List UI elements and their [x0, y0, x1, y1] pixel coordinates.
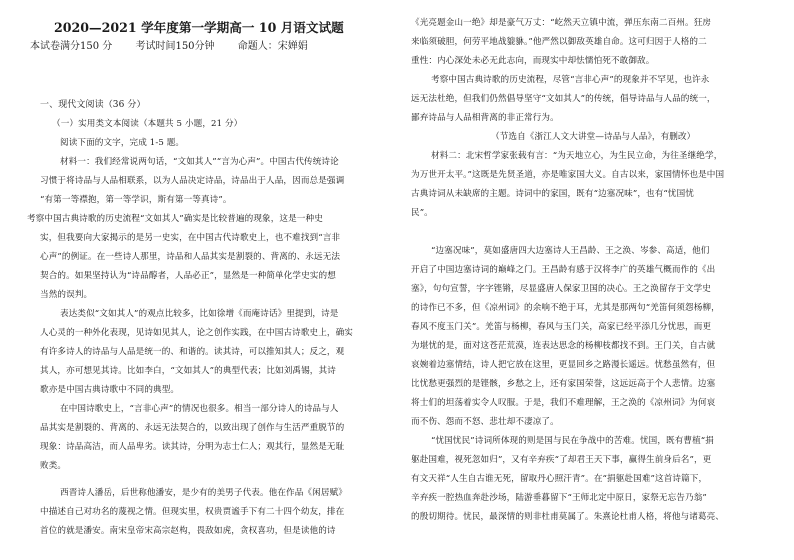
text-line: 为万世开太平。”这既是先贤圣道，亦是唯家国大义。自古以来，家国情怀也是中国 — [411, 170, 725, 180]
text-line: 将士们的坦荡着实令人叹服。于是，我们不难理解，王之涣的《凉州词》为何哀 — [411, 398, 716, 408]
text-line: 品其实是割裂的、背离的、永远无法契合的，以致出现了创作与生活严重脱节的 — [40, 423, 345, 433]
text-line: 材料二：北宋哲学家张载有言：“为天地立心，为生民立命，为往圣继绝学， — [431, 151, 723, 161]
text-line: 春风不度玉门关”。羌笛与杨柳，春风与玉门关，高家已经平添几分忧思，而更 — [411, 322, 712, 332]
text-line: 材料一：我们经常说两句话，“文如其人”“言为心声”。中国古代传统诗论 — [60, 157, 339, 167]
text-line: 塞》，句句宣誓，字字铿锵，尽显盛唐人保家卫国的决心。王之涣留存于文学史 — [411, 284, 711, 294]
text-line: 考察中国古典诗歌的历史流程“文如其人”确实是比较普遍的现象，这是一种史 — [27, 214, 323, 224]
exam-title: 2020—2021 学年度第一学期高一 10 月语文试题 — [54, 20, 344, 35]
text-line: 来临须破胆，何劳平地战貔貅。”他严然以御敌英雄自命。这可归因于人格的二 — [411, 37, 707, 47]
text-line: 的殷切期待。忧民，最深情的则非杜甫莫属了。朱熹论杜甫人格，将他与诸葛亮、 — [411, 512, 724, 522]
exam-meta — [30, 41, 328, 53]
text-line: 《光亮题金山一绝》却是豪气万丈：“屹然天立镇中流，弹压东南二百州。狂房 — [411, 18, 712, 28]
text-line: 首位的就是潘安。南宋皇帝宋高宗赵构，畏敌如虎，贪权喜功，但是读他的诗 — [40, 526, 336, 536]
text-line: 哀婉着边塞情结，诗人把它放在这里，更显回乡之路漫长遥远。忧愁虽然有，但 — [411, 360, 716, 370]
text-line: 契合的。如果坚持认为“诗品醇者，人品必正”，显然是一种简单化学史实的想 — [40, 271, 336, 281]
text-line: 而不伤、怨而不怒、悲壮却不凄凉了。 — [411, 417, 559, 427]
section-heading: 一、现代文阅读（36 分） — [40, 100, 146, 110]
text-line: 当然的误判。 — [40, 290, 93, 300]
text-line: 中描述自己对功名的蔑视之情。但现实里，权贵贾谧手下有二十四个幼友，排在 — [40, 507, 345, 517]
text-line: 躯赴国难，视死忽如归”，又有辛弃疾“了却君王天下事，赢得生前身后名”，更 — [411, 455, 712, 465]
text-line: 开启了中国边塞诗词的巅峰之门。王昌龄有感于汉将李广的英雄气概而作的《出 — [411, 265, 716, 275]
text-line: 现象：诗品高洁，而人品卑劣。读其诗，分明为志士仁人；观其行，显然是无耻 — [40, 442, 345, 452]
text-line: 有文天祥“人生自古谁无死，留取丹心照汗青”。在“捐躯赴国难”这首诗篇下， — [411, 474, 708, 484]
text-line: 败类。 — [40, 461, 67, 471]
text-line: “有第一等襟抱，第一等学识，斯有第一等真诗”。 — [40, 195, 232, 205]
text-line: 的诗作已不多，但《凉州词》的余响不绝于耳，尤其是那两句“羌笛何须怨杨柳， — [411, 303, 720, 313]
text-line: 表达类似“文如其人”的观点比较多，比如徐增《而庵诗话》里提到，诗是 — [60, 309, 339, 319]
text-line: “边塞况味”，莫如盛唐四大边塞诗人王昌龄、王之涣、岑参、高适，他们 — [431, 246, 710, 256]
text-line: 人心灵的一种外化表现，见诗如见其人，论之创作实践，在中国古诗歌史上，确实 — [40, 328, 353, 338]
subsection-heading: （一）实用类文本阅读（本题共 5 小题，21 分） — [52, 119, 243, 129]
text-line: 辛弃疾一腔热血奔赴沙场，陆游垂暮留下“王师北定中原日，家祭无忘告乃翁” — [411, 493, 707, 503]
text-line: 重性：内心深处未必无此志向，而现实中却怯懦怕死不敢御敌。 — [411, 56, 655, 66]
text-line: 考察中国古典诗歌的历史流程，尽管“言非心声”的现象并不罕见，也许永 — [431, 75, 710, 85]
text-line: 比忧愁更强烈的是铿骸，乡愁之上，还有家国荣誉，这远远高于个人悲情。边塞 — [411, 379, 716, 389]
instructions: 阅读下面的文字，完成 1-5 题。 — [60, 138, 185, 148]
text-line: 歌亦是中国古典诗歌中不同的典型。 — [40, 385, 180, 395]
text-line: 民”。 — [411, 208, 433, 218]
text-line: 鄙弃诗品与人品相背离的非正常行为。 — [411, 113, 559, 123]
text-line: 为堪忧的是，面对这苍茫荒漠，连表达思念的杨柳枝都找不到。王门关，自古就 — [411, 341, 716, 351]
source-citation: （节选自《浙江人文大讲堂—诗品与人品》，有删改） — [491, 132, 696, 142]
text-line: 在中国诗歌史上，“言非心声”的情况也很多。相当一部分诗人的诗品与人 — [60, 404, 339, 414]
text-line: 远无法杜绝，但我们仍然倡导坚守“文如其人”的传统，倡导诗品与人品的统一， — [411, 94, 716, 104]
text-line: 习惯于将诗品与人品相联系，以为人品决定诗品，诗品出于人品，因而总是强调 — [40, 176, 345, 186]
text-line: 有许多诗人的诗品与人品是统一的、和谐的。读其诗，可以推知其人；反之，观 — [40, 347, 345, 357]
exam-time: 考试时间150分钟 — [135, 41, 215, 52]
text-line: 实，但我要向大家揭示的是另一史实，在中国古代诗歌史上，也不难找到“言非 — [40, 233, 341, 243]
exam-author: 命题人：宋婵娟 — [237, 41, 308, 52]
full-score: 本试卷满分150 分 — [30, 41, 113, 52]
text-line: 西晋诗人潘岳，后世称他潘安，是少有的美男子代表。他在作品《闲居赋》 — [60, 488, 347, 498]
text-line: 其人，亦可想见其诗。比如李白，“文如其人”的典型代表；比如刘禹锡，其诗 — [40, 366, 336, 376]
text-line: “忧国忧民”诗词所体现的则是国与民在争战中的苦难。忧国，既有曹植“捐 — [431, 436, 714, 446]
text-line: 古典诗词从未缺席的主题。诗词中的家国，既有“边塞况味”，也有“忧国忧 — [411, 189, 694, 199]
text-line: 心声”的例证。在一些诗人那里，诗品和人品其实是割裂的、背离的、永远无法 — [40, 252, 341, 262]
